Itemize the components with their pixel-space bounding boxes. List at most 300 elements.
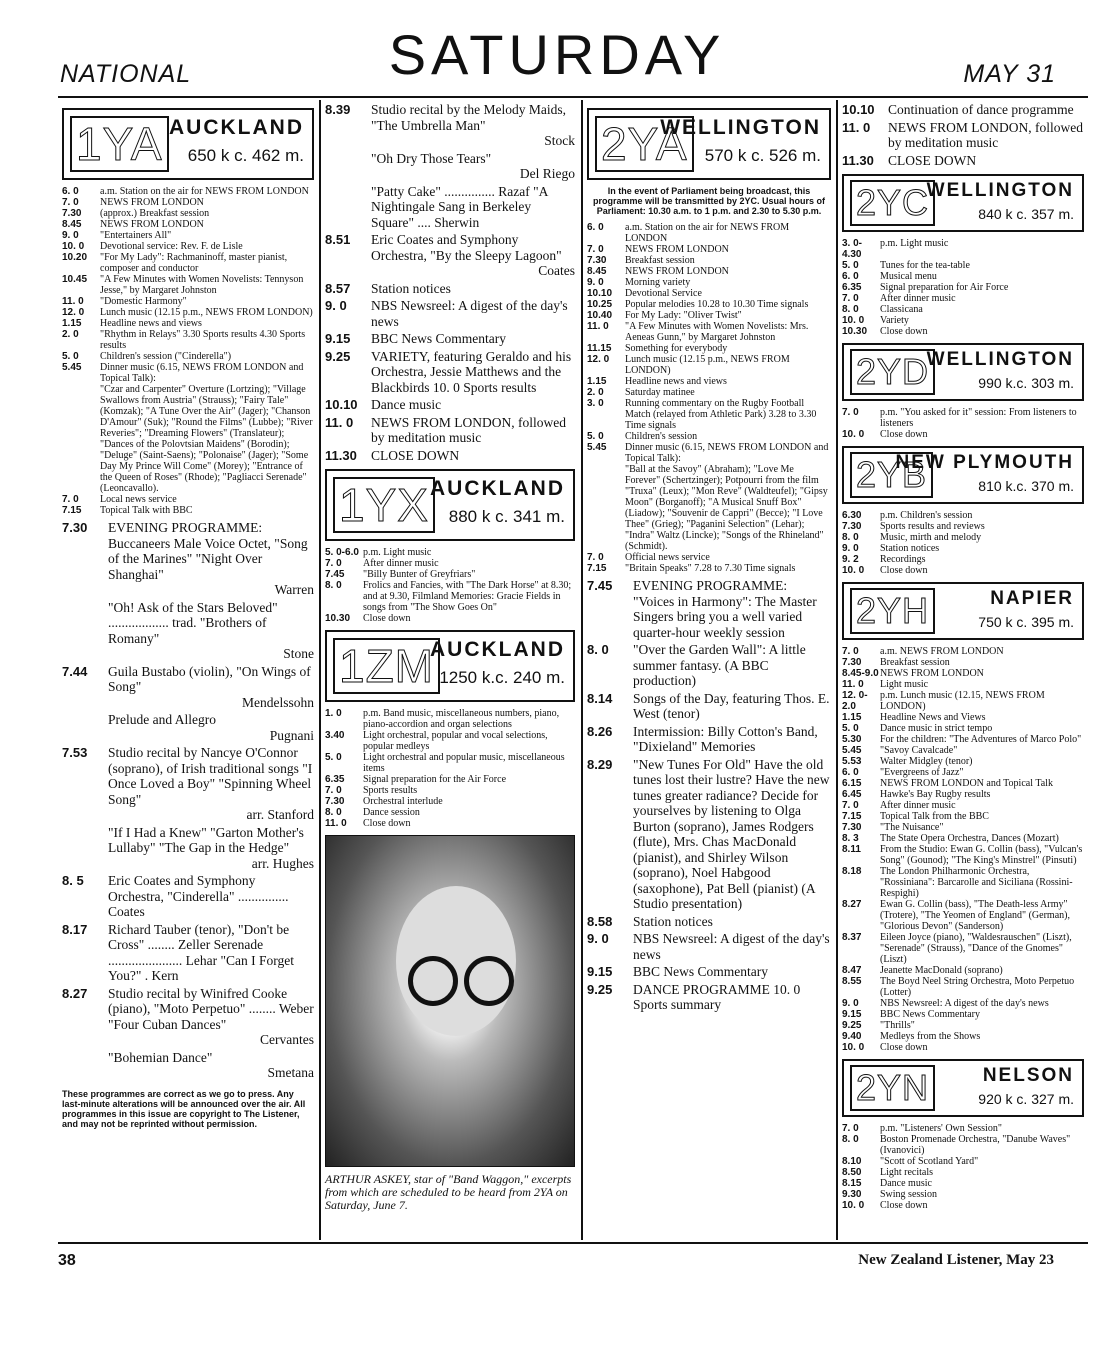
programme-item bbox=[842, 153, 1084, 169]
programme-item bbox=[325, 730, 575, 752]
programme-item bbox=[587, 244, 831, 255]
programme-body bbox=[888, 153, 1084, 169]
programme-time: 7. 0 bbox=[842, 407, 859, 418]
programme-item bbox=[587, 310, 831, 321]
late-programme bbox=[842, 102, 1084, 168]
programme-item bbox=[325, 774, 575, 785]
station-frequency: 650 k c. 462 m. bbox=[187, 146, 304, 165]
programme-time: 7.30 bbox=[842, 822, 862, 833]
programme-body bbox=[108, 745, 314, 823]
programme-item bbox=[842, 811, 1084, 822]
programme-time: 8.58 bbox=[587, 913, 613, 929]
programme-item bbox=[842, 532, 1084, 543]
programme-title: Jeanette MacDonald (soprano) bbox=[880, 965, 1003, 976]
station-call: 2YD bbox=[850, 349, 935, 395]
programme-time: 8. 0 bbox=[587, 642, 609, 657]
programme-title: Eileen Joyce (piano), "Waldesrauschen" (Liszt), "Serenade" (Strauss), "Dance of the Gnomes" (Liszt) bbox=[880, 932, 1072, 965]
programme-item bbox=[842, 543, 1084, 554]
programme-time: 6.45 bbox=[842, 789, 862, 800]
station-city: NELSON bbox=[982, 1065, 1074, 1086]
programme-time: 6.30 bbox=[842, 510, 862, 521]
programme-item bbox=[842, 1031, 1084, 1042]
programme-item bbox=[842, 1178, 1084, 1189]
programme-title: Eric Coates and Symphony Orchestra, "Cinderella" ............... Coates bbox=[108, 873, 289, 919]
programme-body bbox=[371, 184, 575, 231]
programme-item bbox=[325, 102, 575, 149]
programme-time: 8.26 bbox=[587, 723, 613, 739]
programme-time: 12. 0-2.0 bbox=[842, 690, 868, 712]
programme-item bbox=[842, 565, 1084, 576]
programme-time: 5. 0 bbox=[325, 752, 342, 763]
programme-time: 8.14 bbox=[587, 690, 613, 706]
programme-title: "The Nuisance" bbox=[880, 822, 944, 833]
station-frequency: 750 k c. 395 m. bbox=[978, 614, 1074, 630]
programme-time: 5. 0 bbox=[62, 351, 79, 362]
station-city: WELLINGTON bbox=[926, 349, 1074, 370]
programme-title: "Domestic Harmony" bbox=[100, 296, 187, 307]
programme-item bbox=[325, 331, 575, 347]
programme-item bbox=[325, 569, 575, 580]
programme-time: 10. 0 bbox=[842, 315, 865, 326]
programme-body bbox=[633, 642, 831, 689]
programme-title: Headline news and views bbox=[625, 376, 727, 387]
programme-time: 8.11 bbox=[842, 844, 861, 855]
programme-time: 7.15 bbox=[587, 563, 607, 574]
programme-title: "Thrills" bbox=[880, 1020, 915, 1031]
programme-body bbox=[371, 448, 575, 464]
programme-item bbox=[842, 657, 1084, 668]
column-2 bbox=[321, 102, 579, 1212]
programme-title: Devotional service: Rev. F. de Lisle bbox=[100, 241, 243, 252]
programme-item bbox=[62, 712, 314, 743]
programme-title: Close down bbox=[363, 818, 411, 829]
photo-caption: ARTHUR ASKEY, star of "Band Waggon," excerpts from which are scheduled to be heard from 2YA on Saturday, June 7. bbox=[325, 1172, 572, 1212]
programme-title: Light orchestral, popular and vocal selections, popular medleys bbox=[363, 730, 548, 752]
programme-time: 8.27 bbox=[842, 899, 862, 910]
parliament-notice: In the event of Parliament being broadcast, this programme will be transmitted by 2YC. Usual hours of Parliament: 10.30 a.m. to 1 p.m. and 2.30 to 5.30 p.m. bbox=[592, 186, 826, 216]
programme-time: 11. 0 bbox=[325, 414, 354, 430]
programme-item bbox=[325, 547, 575, 558]
programme-title: Tunes for the tea-table bbox=[880, 260, 970, 271]
programme-title: "Oh Dry Those Tears" bbox=[371, 150, 492, 166]
programme-item bbox=[62, 745, 314, 823]
programme-title: "Czar and Carpenter" Overture (Lortzing); "Village Swallows from Austria" (Strauss); "Fairy Tale" (Komzak); "A Tune Over the Air" (Jager); "Chanson D'Amour" (Suk); "Round the Films" (Lubbe); "River Reveries"; "Dreaming Flowers" (Translateur); "Dances of the Polovtsian Maidens" (Borodin); "Deluge" (Saint-Saens); "Polonaise" (Jager); "Some Day My Prince Will Come" (Morey); "Entrance of the Queen of Roses" (Rhode); "Pagliacci Serenade" (Leoncavallo). bbox=[100, 384, 313, 494]
composer-name: Stone bbox=[283, 646, 314, 661]
programme-item bbox=[325, 708, 575, 730]
programme-item bbox=[587, 578, 831, 640]
programme-time: 7.53 bbox=[62, 745, 88, 760]
programme-title: Children's session ("Cinderella") bbox=[100, 351, 232, 362]
programme-item bbox=[62, 384, 314, 494]
station-box-1zm bbox=[325, 630, 575, 702]
programme-time: 9. 2 bbox=[842, 554, 859, 565]
programme-time: 10.25 bbox=[587, 299, 613, 310]
station-city: NAPIER bbox=[990, 588, 1074, 609]
programme-item bbox=[62, 208, 314, 219]
programme-title: a.m. Station on the air for NEWS FROM LONDON bbox=[625, 222, 790, 244]
programme-item bbox=[842, 932, 1084, 965]
programme-item bbox=[842, 521, 1084, 532]
programme-time: 1. 0 bbox=[325, 708, 342, 719]
programme-title: Dinner music (6.15, NEWS FROM LONDON and Topical Talk): bbox=[625, 442, 829, 464]
programme-item bbox=[587, 299, 831, 310]
programme-list bbox=[587, 222, 831, 574]
programme-body bbox=[108, 825, 314, 872]
programme-time: 8.50 bbox=[842, 1167, 862, 1178]
programme-time: 8. 5 bbox=[62, 873, 84, 888]
programme-time: 6.35 bbox=[842, 282, 862, 293]
programme-title: NBS Newsreel: A digest of the day's news bbox=[880, 998, 1049, 1009]
programme-title: Close down bbox=[880, 1042, 928, 1053]
programme-title: Breakfast session bbox=[880, 657, 950, 668]
programme-item bbox=[842, 429, 1084, 440]
programme-title: Frolics and Fancies, with "The Dark Horse" at 8.30; and at 9.30, Filmland Memories: Gracie Fields in songs from "The Show Goes On" bbox=[363, 580, 572, 613]
programme-title: Richard Tauber (tenor), "Don't be Cross" ........ Zeller Serenade ...................... Lehar "Can I Forget You?" . Kern bbox=[108, 921, 294, 983]
programme-title: p.m. Lunch music (12.15, NEWS FROM LONDON) bbox=[880, 690, 1045, 712]
programme-title: p.m. Children's session bbox=[880, 510, 973, 521]
programme-body bbox=[108, 664, 314, 711]
programme-title: Morning variety bbox=[625, 277, 691, 288]
programme-item bbox=[842, 965, 1084, 976]
programme-time: 9.25 bbox=[325, 348, 351, 364]
programme-body bbox=[633, 982, 831, 1013]
programme-time: 5.45 bbox=[62, 362, 82, 373]
programme-title: NEWS FROM LONDON and Topical Talk bbox=[880, 778, 1053, 789]
programme-item bbox=[842, 646, 1084, 657]
programme-time: 7.30 bbox=[842, 521, 862, 532]
programme-body bbox=[371, 397, 575, 413]
programme-title: After dinner music bbox=[363, 558, 439, 569]
programme-item bbox=[587, 376, 831, 387]
programme-item bbox=[842, 734, 1084, 745]
programme-item bbox=[62, 1050, 314, 1081]
programme-item bbox=[842, 554, 1084, 565]
programme-title: Saturday matinee bbox=[625, 387, 695, 398]
programme-title: "Evergreens of Jazz" bbox=[880, 767, 964, 778]
programme-title: "Oh! Ask of the Stars Beloved" .................. trad. "Brothers of Romany" bbox=[108, 599, 278, 646]
programme-time: 10.30 bbox=[325, 613, 351, 624]
programme-item bbox=[842, 293, 1084, 304]
programme-title: "Over the Garden Wall": A little summer fantasy. (A BBC production) bbox=[633, 642, 806, 688]
programme-item bbox=[325, 448, 575, 464]
programme-list bbox=[62, 186, 314, 516]
programme-time: 8.10 bbox=[842, 1156, 862, 1167]
programme-item bbox=[62, 274, 314, 296]
programme-item bbox=[842, 778, 1084, 789]
programme-item bbox=[325, 558, 575, 569]
programme-title: p.m. Band music, miscellaneous numbers, piano, piano-accordion and organ selections bbox=[363, 708, 560, 730]
programme-item bbox=[587, 757, 831, 912]
programme-title: CLOSE DOWN bbox=[371, 447, 460, 463]
programme-item bbox=[842, 745, 1084, 756]
programme-title: Recordings bbox=[880, 554, 926, 565]
programme-item bbox=[842, 102, 1084, 118]
programme-item bbox=[325, 232, 575, 279]
programme-title: Headline News and Views bbox=[880, 712, 986, 723]
programme-time: 9. 0 bbox=[587, 277, 604, 288]
programme-title: Variety bbox=[880, 315, 909, 326]
evening-programme bbox=[587, 578, 831, 1013]
programme-item bbox=[587, 321, 831, 343]
programme-time: 6.35 bbox=[325, 774, 345, 785]
station-call: 2YH bbox=[850, 588, 935, 634]
top-rule bbox=[58, 96, 1088, 98]
programme-title: Medleys from the Shows bbox=[880, 1031, 981, 1042]
programme-time: 7.45 bbox=[587, 578, 613, 593]
programme-title: a.m. NEWS FROM LONDON bbox=[880, 646, 1004, 657]
programme-time bbox=[325, 184, 371, 231]
programme-item bbox=[62, 219, 314, 230]
station-box-2yn bbox=[842, 1059, 1084, 1117]
programme-item bbox=[842, 1123, 1084, 1134]
programme-item bbox=[325, 752, 575, 774]
programme-time: 10.40 bbox=[587, 310, 613, 321]
composer-name: Cervantes bbox=[260, 1032, 314, 1047]
programme-time: 9.15 bbox=[325, 331, 351, 346]
programme-time: 11. 0 bbox=[842, 119, 871, 135]
station-city: WELLINGTON bbox=[660, 116, 821, 139]
programme-title: For the children: "The Adventures of Marco Polo" bbox=[880, 734, 1082, 745]
programme-title: From the Studio: Ewan G. Collin (bass), "Vulcan's Song" (Gounod); "The King's Minstrel" (Pinsuti) bbox=[880, 844, 1083, 866]
programme-body bbox=[371, 331, 575, 347]
programme-item bbox=[62, 873, 314, 920]
programme-title: Official news service bbox=[625, 552, 710, 563]
programme-title: Orchestral interlude bbox=[363, 796, 443, 807]
programme-title: Dance session bbox=[363, 807, 420, 818]
programme-time: 7. 0 bbox=[842, 1123, 859, 1134]
bottom-rule bbox=[58, 1242, 1088, 1244]
programme-title: Studio recital by Nancye O'Connor (soprano), of Irish traditional songs "I Once Loved a Boy" "Spinning Wheel Song" bbox=[108, 745, 313, 807]
programme-item bbox=[587, 431, 831, 442]
programme-title: "Scott of Scotland Yard" bbox=[880, 1156, 979, 1167]
programme-time: 10.30 bbox=[842, 326, 868, 337]
composer-name: arr. Stanford bbox=[246, 807, 314, 822]
programme-title: Topical Talk with BBC bbox=[100, 505, 193, 516]
programme-title: NEWS FROM LONDON bbox=[625, 266, 729, 277]
programme-item bbox=[587, 964, 831, 980]
programme-time: 5. 0-6.0 bbox=[325, 547, 359, 558]
programme-time: 3.40 bbox=[325, 730, 345, 741]
programme-item bbox=[842, 315, 1084, 326]
programme-item bbox=[62, 252, 314, 274]
programme-item bbox=[62, 362, 314, 384]
evening-programme bbox=[325, 102, 575, 463]
programme-item bbox=[325, 807, 575, 818]
station-box-2yh bbox=[842, 582, 1084, 640]
station-box-1yx bbox=[325, 469, 575, 541]
programme-time: 8.37 bbox=[842, 932, 862, 943]
column-3 bbox=[583, 102, 835, 1015]
station-call: 2YN bbox=[850, 1065, 935, 1111]
programme-title: BBC News Commentary bbox=[880, 1009, 980, 1020]
programme-time: 7.30 bbox=[325, 796, 345, 807]
programme-title: Signal preparation for Air Force bbox=[880, 282, 1009, 293]
programme-time: 7.15 bbox=[62, 505, 82, 516]
programme-time: 8. 0 bbox=[842, 304, 859, 315]
programme-title: Station notices bbox=[633, 913, 713, 929]
programme-time: 11.30 bbox=[325, 447, 357, 463]
programme-time: 8.45 bbox=[587, 266, 607, 277]
station-frequency: 1250 k.c. 240 m. bbox=[439, 668, 565, 687]
programme-title: "Bohemian Dance" bbox=[108, 1049, 213, 1065]
programme-time bbox=[62, 600, 108, 662]
programme-body bbox=[888, 120, 1084, 151]
programme-time: 10. 0 bbox=[842, 1042, 865, 1053]
programme-item bbox=[62, 505, 314, 516]
programme-title: Prelude and Allegro bbox=[108, 712, 216, 727]
programme-body bbox=[633, 964, 831, 980]
programme-time: 1.15 bbox=[587, 376, 607, 387]
programme-item bbox=[842, 976, 1084, 998]
station-call: 2YA bbox=[595, 116, 694, 172]
programme-item bbox=[62, 520, 314, 598]
programme-title: DANCE PROGRAMME 10. 0 Sports summary bbox=[633, 981, 801, 1012]
programme-time: 7. 0 bbox=[325, 785, 342, 796]
programme-title: (approx.) Breakfast session bbox=[100, 208, 210, 219]
programme-time: 7. 0 bbox=[842, 293, 859, 304]
station-frequency: 920 k c. 327 m. bbox=[978, 1091, 1074, 1107]
programme-time: 11. 0 bbox=[62, 296, 84, 307]
programme-title: Close down bbox=[880, 565, 928, 576]
programme-time: 8.57 bbox=[325, 280, 351, 296]
programme-title: Continuation of dance programme bbox=[888, 102, 1074, 117]
programme-item bbox=[587, 442, 831, 464]
programme-title: Dance music bbox=[371, 397, 442, 412]
programme-body bbox=[108, 873, 314, 920]
programme-item bbox=[62, 664, 314, 711]
programme-item bbox=[842, 1009, 1084, 1020]
programme-body bbox=[371, 349, 575, 396]
programme-title: "Ball at the Savoy" (Abraham); "Love Me Forever" (Schertzinger); Potpourri from the film "Truxa" (Leux); "Mon Reve" (Waldteufel); "Gipsy Moon" (Borganoff); "A Musical Snuff Box" (Liadow); "Souvenir de Cappri" (Becce); "I Love Thee" (Grieg); "Paganini Selection" (Lehar); "Indra" Waltz (Lincke); "Songs of the Rhineland" (Schmidt). bbox=[625, 464, 828, 552]
programme-time: 8.17 bbox=[62, 921, 88, 937]
programme-title: Dance music in strict tempo bbox=[880, 723, 993, 734]
programme-time: 8. 0 bbox=[842, 532, 859, 543]
programme-item bbox=[325, 151, 575, 182]
programme-list bbox=[325, 708, 575, 829]
programme-body bbox=[633, 914, 831, 930]
composer-name: Coates bbox=[538, 263, 575, 278]
section-label: NATIONAL bbox=[60, 60, 192, 88]
programme-title: Musical menu bbox=[880, 271, 937, 282]
programme-item bbox=[842, 271, 1084, 282]
programme-time: 10.10 bbox=[325, 397, 358, 412]
programme-time: 8.55 bbox=[842, 976, 862, 987]
programme-item bbox=[842, 833, 1084, 844]
programme-time: 6. 0 bbox=[587, 222, 604, 233]
programme-title: Studio recital by Winifred Cooke (piano), "Moto Perpetuo" ........ Weber "Four Cuban Dances" bbox=[108, 985, 314, 1032]
programme-title: The London Philharmonic Orchestra, "Rossiniana": Barcarolle and Siciliana (Rossini-Respighi) bbox=[880, 866, 1073, 899]
programme-title: "For My Lady": Rachmaninoff, master pianist, composer and conductor bbox=[100, 252, 288, 274]
programme-title: Swing session bbox=[880, 1189, 937, 1200]
programme-title: NBS Newsreel: A digest of the day's news bbox=[633, 931, 830, 962]
programme-title: Boston Promenade Orchestra, "Danube Waves" (Ivanovici) bbox=[880, 1134, 1071, 1156]
programme-item bbox=[842, 304, 1084, 315]
programme-title: CLOSE DOWN bbox=[888, 152, 977, 168]
programme-time: 5. 0 bbox=[842, 260, 859, 271]
programme-title: Walter Midgley (tenor) bbox=[880, 756, 973, 767]
programme-body bbox=[371, 281, 575, 297]
programme-title: Lunch music (12.15 p.m., NEWS FROM LONDON) bbox=[625, 354, 790, 376]
programme-item bbox=[325, 613, 575, 624]
programme-item bbox=[842, 690, 1084, 712]
programme-item bbox=[587, 464, 831, 552]
programme-time: 11. 0 bbox=[325, 818, 347, 829]
station-frequency: 840 k c. 357 m. bbox=[978, 206, 1074, 222]
programme-time: 8.15 bbox=[842, 1178, 862, 1189]
programme-item bbox=[62, 494, 314, 505]
programme-title: Close down bbox=[363, 613, 411, 624]
programme-time: 9. 0 bbox=[842, 543, 859, 554]
programme-item bbox=[587, 277, 831, 288]
programme-title: BBC News Commentary bbox=[633, 964, 768, 979]
programme-time: 9.40 bbox=[842, 1031, 862, 1042]
programme-list bbox=[842, 1123, 1084, 1211]
programme-item bbox=[842, 668, 1084, 679]
programme-time: 7.30 bbox=[62, 208, 82, 219]
programme-item bbox=[325, 397, 575, 413]
programme-time: 12. 0 bbox=[62, 307, 85, 318]
programme-time: 9. 0 bbox=[587, 931, 609, 946]
programme-item bbox=[325, 281, 575, 297]
station-box-2yc bbox=[842, 174, 1084, 232]
programme-item bbox=[842, 260, 1084, 271]
programme-time: 11. 0 bbox=[842, 679, 864, 690]
programme-title: EVENING PROGRAMME: "Voices in Harmony": The Master Singers bring you a well varied quarter-hour weekly session bbox=[633, 578, 817, 640]
programme-time: 11. 0 bbox=[587, 321, 609, 332]
programme-item bbox=[842, 756, 1084, 767]
programme-item bbox=[325, 580, 575, 613]
programme-item bbox=[842, 120, 1084, 151]
programme-item bbox=[842, 844, 1084, 866]
programme-time: 8. 0 bbox=[842, 1134, 859, 1145]
programme-time bbox=[325, 151, 371, 182]
column-4 bbox=[838, 102, 1088, 1211]
programme-item bbox=[842, 1020, 1084, 1031]
programme-title: Running commentary on the Rugby Football Match (relayed from Athletic Park) 3.28 to 3.30 Time signals bbox=[625, 398, 817, 431]
programme-time: 7. 0 bbox=[587, 552, 604, 563]
programme-item bbox=[842, 1156, 1084, 1167]
page-number: 38 bbox=[58, 1252, 76, 1269]
programme-title: The Boyd Neel String Orchestra, Moto Perpetuo (Lotter) bbox=[880, 976, 1075, 998]
programme-body bbox=[633, 724, 831, 755]
programme-item bbox=[325, 415, 575, 446]
programme-body bbox=[108, 520, 314, 598]
programme-time: 8.39 bbox=[325, 102, 351, 117]
programme-item bbox=[325, 349, 575, 396]
programme-time: 5. 0 bbox=[587, 431, 604, 442]
programme-item bbox=[325, 298, 575, 329]
programme-title: "New Tunes For Old" Have the old tunes lost their lustre? Have the new tunes greater radiance? Decide for yourselves by listening to Olga Burton (soprano), James Rodgers (flute), Mrs. Chas MacDonald (pianist), and Shirley Wilson (soprano), Noel Habgood (saxophone), Pat Bell (pianist) (A Studio presentation) bbox=[633, 756, 830, 911]
composer-name: Del Riego bbox=[519, 166, 575, 181]
programme-item bbox=[842, 510, 1084, 521]
programme-time: 7.45 bbox=[325, 569, 345, 580]
programme-time: 6. 0 bbox=[62, 186, 79, 197]
programme-title: Ewan G. Collin (bass), "The Death-less Army" (Trotere), "The Yeomen of England" (German), "Glorious Devon" (Sanderson) bbox=[880, 899, 1070, 932]
programme-time: 7.30 bbox=[62, 520, 88, 535]
programme-title: Intermission: Billy Cotton's Band, "Dixieland" Memories bbox=[633, 723, 818, 754]
programme-time: 8.51 bbox=[325, 232, 351, 247]
programme-time: 5.53 bbox=[842, 756, 862, 767]
programme-item bbox=[842, 1200, 1084, 1211]
composer-name: Pugnani bbox=[269, 727, 314, 743]
station-city: AUCKLAND bbox=[430, 638, 565, 661]
programme-title: "A Few Minutes with Women Novelists: Mrs. Aeneas Gunn," by Margaret Johnston bbox=[625, 321, 809, 343]
programme-body bbox=[371, 232, 575, 279]
programme-item bbox=[842, 1167, 1084, 1178]
programme-time bbox=[62, 1050, 108, 1081]
programme-time: 2. 0 bbox=[62, 329, 79, 340]
programme-item bbox=[325, 184, 575, 231]
